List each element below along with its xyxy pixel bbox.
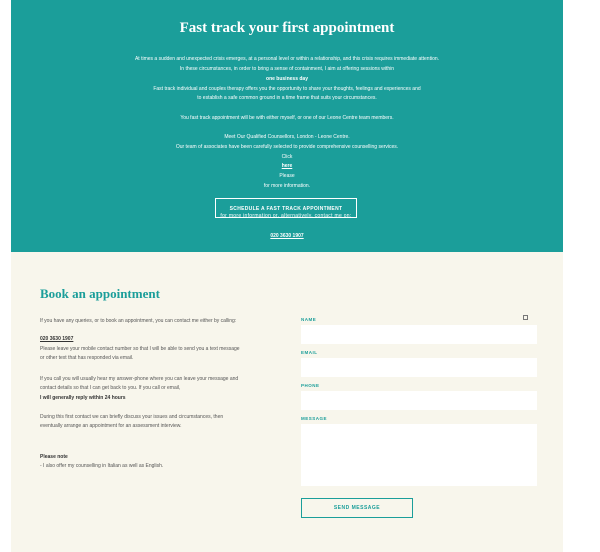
hero-line: Please [279,173,295,179]
hero-line: At times a sudden and unexpected crisis emerges, at a personal level or within a relationship, and this crisis requires immediate attention. [134,56,440,62]
send-message-button[interactable]: SEND MESSAGE [301,498,413,518]
hero-phone-link[interactable]: 020 3630 1907 [270,233,304,239]
message-field[interactable] [301,424,537,486]
hero-line: Our team of associates have been carefully selected to provide comprehensive counselling services. [175,144,399,150]
hero-line: In these circumstances, in order to bring a sense of containment, I aim at offering sessions within [179,66,395,72]
hero-line: for more information. [263,183,311,189]
book-title: Book an appointment [40,286,160,301]
contact-intro: If you have any queries, or to book an appointment, you can contact me either by calling: [40,318,237,324]
fast-track-section [11,0,563,252]
reply-time: I will generally reply within 24 hours [40,395,126,401]
contact-alternative-text: for more information or, alternatively, contact me on: [220,213,352,219]
here-link[interactable]: here [281,163,293,169]
book-appointment-section [11,252,563,552]
message-label: MESSAGE [301,416,328,421]
hero-line: Fast track individual and couples therapy offers you the opportunity to share your thoughts, feelings and experiences and [153,86,421,92]
mobile-note: Please leave your mobile contact number so that I will be able to send you a text message or other text that has responded via email. [40,346,240,361]
fast-track-title: Fast track your first appointment [179,20,395,36]
email-label: EMAIL [301,350,318,355]
email-field[interactable] [301,358,537,377]
name-label: NAME [301,317,317,322]
hero-line: one business day [266,76,308,82]
name-field[interactable] [301,325,537,344]
language-note: - I also offer my counselling in Italian as well as English. [40,463,164,469]
answerphone-note: If you call you will usually hear my answer-phone where you can leave your message and contact details so that I can get back to you. If you call or email, [40,376,239,391]
book-phone-link[interactable]: 020 3630 1907 [40,336,74,342]
schedule-button-label: SCHEDULE A FAST TRACK APPOINTMENT [229,206,343,212]
hero-line: Click [281,154,293,160]
schedule-fast-track-button[interactable] [215,198,357,218]
note-title: Please note [40,454,68,460]
phone-field[interactable] [301,391,537,410]
hero-line: Meet Our Qualified Counsellors, London - Leone Centre. [224,134,350,140]
first-contact-note: During this first contact we can briefly discuss your issues and circumstances, then eventually arrange an appointment for an assessment interview. [40,414,224,429]
hero-line: You fast track appointment will be with either myself, or one of our Leone Centre team members. [180,115,394,121]
phone-label: PHONE [301,383,320,388]
hero-line: to establish a safe common ground in a time frame that suits your circumstances. [197,95,377,101]
calendar-icon[interactable] [523,315,528,320]
